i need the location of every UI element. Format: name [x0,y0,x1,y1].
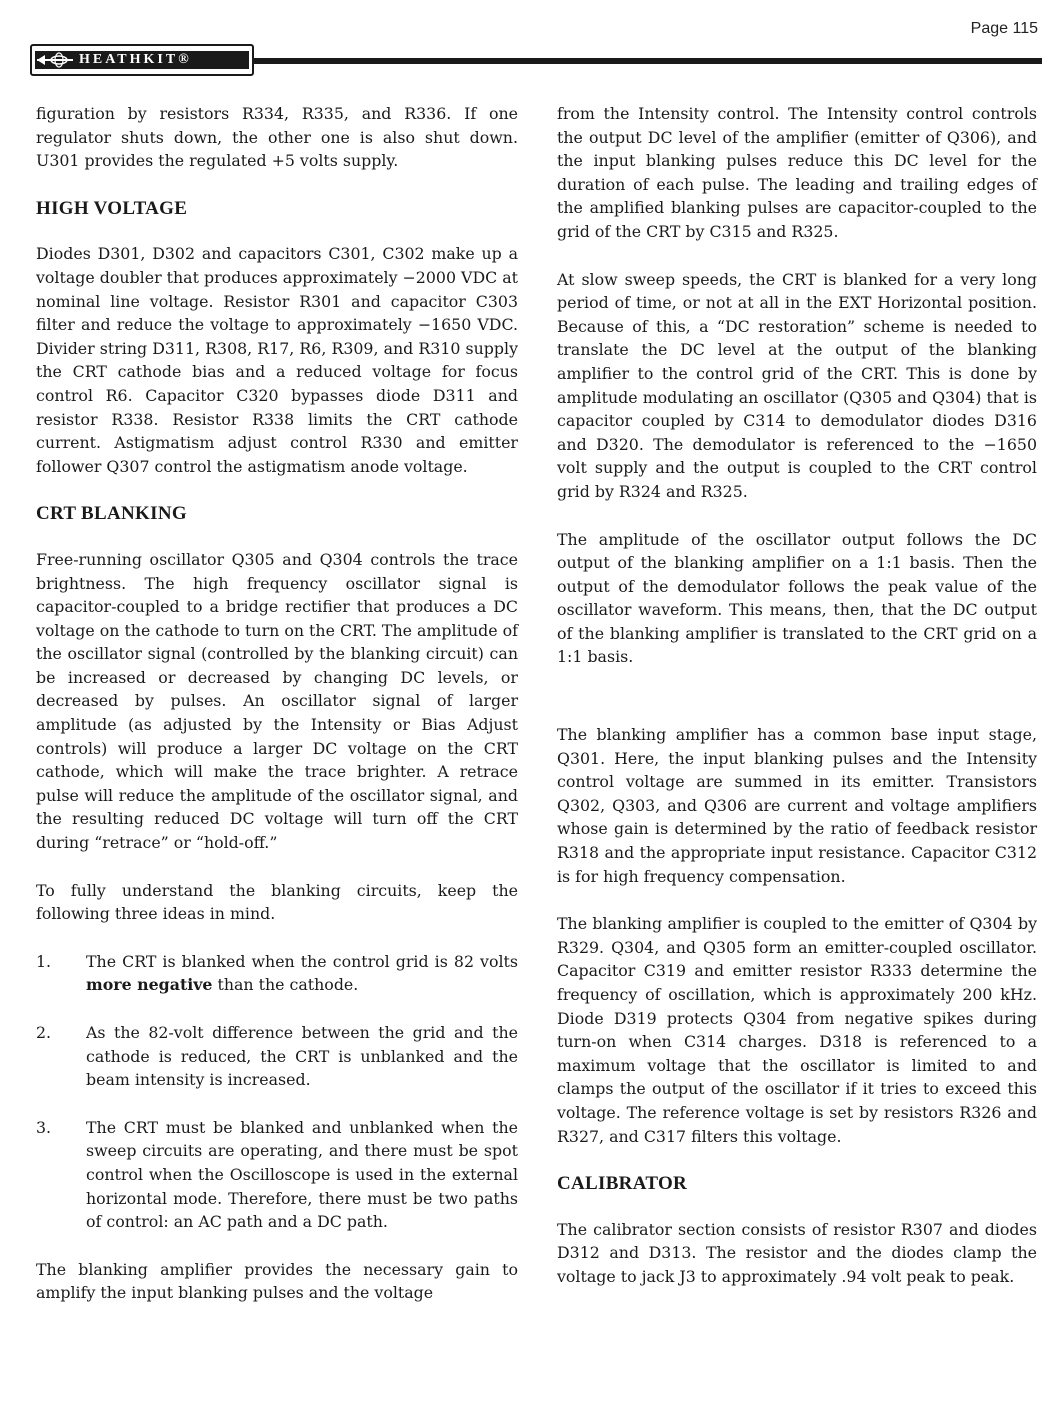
list-number: 1. [36,951,52,971]
logo-text: HEATHKIT® [79,52,192,67]
list-text: The CRT must be blanked and unblanked when the sweep circuits are operating, and there must be spot control when the Oscilloscope is used in the external horizontal mode. Therefore, there must be two paths of control: an AC path and a DC path. [86,1117,518,1232]
list-item [36,1021,518,1092]
paragraph-intro: figuration by resistors R334, R335, and R336. If one regulator shuts down, the other one is also shut down. U301 provides the regulated +5 volts supply. [36,104,518,171]
list-number: 2. [36,1023,52,1042]
heading-high-voltage: HIGH VOLTAGE [36,197,188,219]
logo-band [35,51,249,69]
left-column [36,102,518,1329]
list-text: As the 82-volt difference between the grid and the cathode is reduced, the CRT is unblanked and the beam intensity is increased. [86,1023,518,1090]
heading-calibrator: CALIBRATOR [557,1173,688,1195]
emphasis-text: more negative [86,975,213,995]
paragraph-calibrator: The calibrator section consists of resistor R307 and diodes D312 and D313. The resistor and the diodes clamp the voltage to jack J3 to approximately .94 volt peak to peak. [557,1219,1037,1286]
logo-arrow-icon [35,51,75,69]
paragraph-amplifier-start: The blanking amplifier provides the necessary gain to amplify the input blanking pulses and the voltage [36,1259,518,1303]
list-text: The CRT is blanked when the control grid is 82 volts more negative than the cathode. [86,951,518,995]
heathkit-logo [30,44,254,76]
numbered-list [36,950,518,1234]
paragraph-amplitude: The amplitude of the oscillator output follows the DC output of the blanking amplifier on a 1:1 basis. Then the output of the demodulator follows the peak value of the oscillator waveform. This means, then, that the DC output of the blanking amplifier is translated to the CRT grid on a 1:1 basis. [557,529,1037,667]
paragraph-slow-sweep: At slow sweep speeds, the CRT is blanked for a very long period of time, or not at all in the EXT Horizontal position. Because of this, a “DC restoration” scheme is needed to translate the DC level at the output of the blanking amplifier to the control grid of the CRT. This is done by amplitude modulating an oscillator (Q305 and Q304) that is capacitor coupled by C314 to demodulator diodes D316 and D320. The demodulator is referenced to the −1650 volt supply and the output is coupled to the CRT control grid by R324 and R325. [557,269,1037,501]
paragraph-common-base: The blanking amplifier has a common base input stage, Q301. Here, the input blanking pulses and the Intensity control voltage are summed in its emitter. Transistors Q302, Q303, and Q306 are current and voltage amplifiers whose gain is determined by the ratio of feedback resistor R318 and the appropriate input resistance. Capacitor C312 is for high frequency compensation. [557,725,1037,886]
paragraph-coupled-oscillator: The blanking amplifier is coupled to the emitter of Q304 by R329. Q304, and Q305 form an emitter-coupled oscillator. Capacitor C319 and emitter resistor R333 determine the frequency of oscillation, which is approximately 200 kHz. Diode D319 protects Q304 from negative spikes during turn-on when C314 charges. D318 is referenced to a maximum voltage that the oscillator is limited to and clamps the output of the oscillator if it tries to exceed this voltage. The reference voltage is set by resistors R326 and R327, and C317 filters this voltage. [557,914,1037,1146]
paragraph-keep-in-mind: To fully understand the blanking circuits, keep the following three ideas in mind. [36,880,518,924]
list-item [36,1116,518,1234]
list-item [36,950,518,997]
right-column [557,102,1037,1313]
list-number: 3. [36,1117,52,1137]
paragraph-intensity: from the Intensity control. The Intensity control controls the output DC level of the amplifier (emitter of Q306), and the input blanking pulses reduce this DC level for the duration of each pulse. The leading and trailing edges of the amplified blanking pulses are capacitor-coupled to the grid of the CRT by C315 and R325. [557,104,1037,241]
page-number: Page 115 [970,20,1038,37]
paragraph-high-voltage: Diodes D301, D302 and capacitors C301, C302 make up a voltage doubler that produces approximately −2000 VDC at nominal line voltage. Resistor R301 and capacitor C303 filter and reduce the voltage to approximately −1650 VDC. Divider string D311, R308, R17, R6, R309, and R310 supply the CRT cathode bias and a reduced voltage for focus control R6. Capacitor C320 bypasses diode D311 and resistor R338. Resistor R338 limits the CRT cathode current. Astigmatism adjust control R330 and emitter follower Q307 control the astigmatism anode voltage. [36,244,518,476]
paragraph-crt-blanking: Free-running oscillator Q305 and Q304 controls the trace brightness. The high frequency oscillator signal is capacitor-coupled to a bridge rectifier that produces a DC voltage on the cathode to turn on the CRT. The amplitude of the oscillator signal (controlled by the blanking circuit) can be increased or decreased by changing DC levels, or decreased by pulses. An oscillator signal of larger amplitude (as adjusted by the Intensity or Bias Adjust controls) will produce a larger DC voltage on the CRT cathode, which will make the trace brighter. A retrace pulse will reduce the amplitude of the oscillator signal, and the resulting reduced DC voltage will turn off the CRT during “retrace” or “hold-off.” [36,549,518,853]
spacer [557,693,1037,723]
heading-crt-blanking: CRT BLANKING [36,503,187,525]
